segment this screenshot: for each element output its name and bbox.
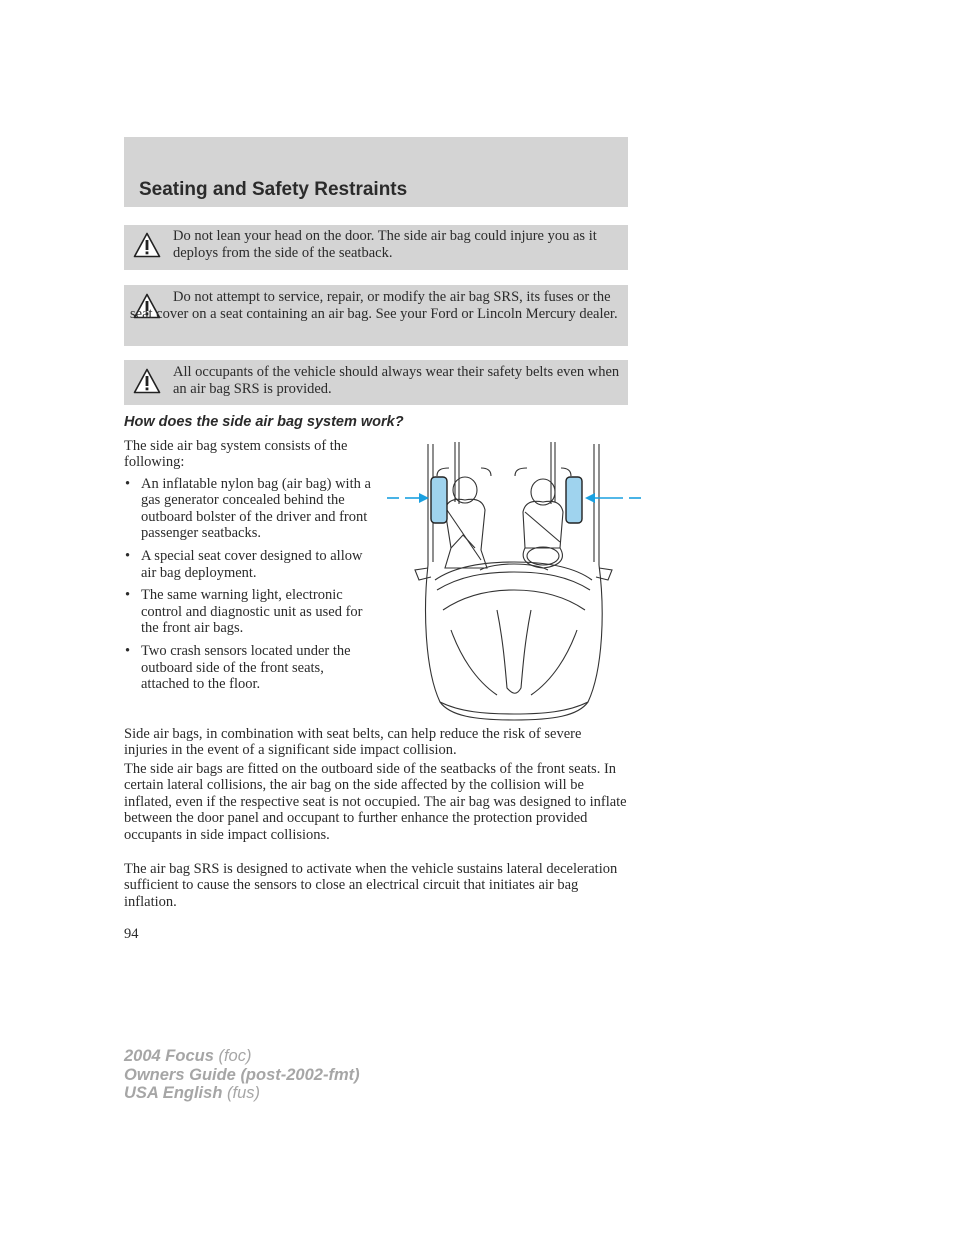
intro-text: The side air bag system consists of the following: (124, 438, 348, 471)
bullet-list (124, 476, 374, 699)
page-title: Seating and Safety Restraints (139, 179, 408, 200)
section-header (124, 137, 628, 207)
document-footer (124, 1047, 360, 1103)
list-item-text: An inflatable nylon bag (air bag) with a gas generator concealed behind the outboard bolster of the driver and front passenger seatbacks. (141, 476, 371, 542)
bullet-dot: • (125, 587, 131, 604)
footer-line-guide: Owners Guide (post-2002-fmt) (124, 1065, 360, 1084)
list-item (124, 476, 374, 542)
bullet-dot: • (125, 476, 131, 492)
car-side-airbag-diagram (385, 440, 643, 722)
bullet-dot: • (125, 548, 131, 565)
bullet-dot: • (125, 643, 131, 660)
paragraph: Side air bags, in combination with seat belts, can help reduce the risk of severe injuries in the event of a significant side impact collision. (124, 726, 582, 759)
paragraph: The air bag SRS is designed to activate when the vehicle sustains lateral deceleration sufficient to cause the sensors to close an electrical circuit that initiates air bag inflation. (124, 861, 618, 910)
footer-line-language: USA English (fus) (124, 1084, 260, 1102)
warning-text: Do not lean your head on the door. The side air bag could injure you as it deploys from the side of the seatback. (173, 228, 597, 261)
list-item (124, 643, 374, 692)
warning-triangle-icon (133, 368, 161, 394)
list-item-text: The same warning light, electronic control and diagnostic unit as used for the front air bags. (141, 587, 363, 637)
section-heading: How does the side air bag system work? (124, 414, 404, 430)
list-item (124, 548, 374, 581)
paragraph: The side air bags are fitted on the outboard side of the seatbacks of the front seats. In certain lateral collisions, the air bag on the side affected by the collision will be inflated, even if the respective seat is not occupied. The air bag was designed to inflate between the door panel and occupant to further enhance the protection provided occupants in side impact collisions. (124, 761, 627, 843)
warning-triangle-icon (133, 232, 161, 258)
footer-line-model: 2004 Focus (foc) (124, 1047, 252, 1065)
warning-box-2 (124, 285, 628, 346)
warning-text: Do not attempt to service, repair, or modify the air bag SRS, its fuses or the seat cover on a seat containing an air bag. See your Ford or Lincoln Mercury dealer. (130, 289, 618, 322)
warning-box-1 (124, 225, 628, 270)
list-item-text: Two crash sensors located under the outboard side of the front seats, attached to the floor. (141, 643, 351, 692)
page-number: 94 (124, 926, 139, 942)
warning-text: All occupants of the vehicle should always wear their safety belts even when an air bag SRS is provided. (173, 364, 620, 397)
warning-box-3 (124, 360, 628, 405)
list-item (124, 587, 374, 636)
list-item-text: A special seat cover designed to allow air bag deployment. (141, 548, 363, 581)
